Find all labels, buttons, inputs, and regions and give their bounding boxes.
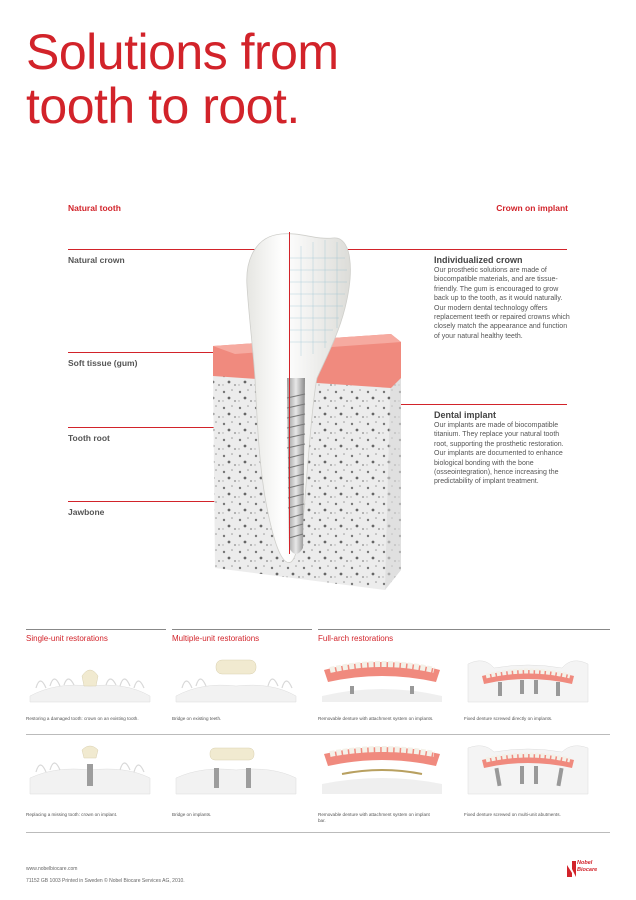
crown-on-tooth-image xyxy=(26,652,154,704)
full-arch-section-rule xyxy=(318,629,610,630)
title-line-2: tooth to root. xyxy=(26,78,300,134)
tooth-implant-illustration xyxy=(205,228,405,594)
single-section-rule xyxy=(26,629,166,630)
natural-tooth-header: Natural tooth xyxy=(68,203,121,213)
fixed-denture-multi-unit-image xyxy=(464,744,592,796)
caption-full-arch-4: Fixed denture screwed on multi-unit abutments. xyxy=(464,812,561,817)
footer-url: www.nobelbiocare.com xyxy=(26,866,78,872)
crown-on-implant-image xyxy=(26,744,154,796)
caption-full-arch-3: Removable denture with attachment system on implant bar. xyxy=(318,812,430,823)
row-divider xyxy=(26,734,610,735)
split-line xyxy=(289,232,290,554)
bridge-on-implants-image xyxy=(172,744,300,796)
logo-text-line2: Biocare xyxy=(577,867,598,873)
single-unit-title: Single-unit restorations xyxy=(26,634,108,643)
title-line-1: Solutions from xyxy=(26,24,339,80)
soft-tissue-label: Soft tissue (gum) xyxy=(68,358,138,368)
individualized-crown-text: Our prosthetic solutions are made of biocompatible materials, and are tissue-friendly. The gum is encouraged to grow back up to the tooth, as it would naturally. Our modern dental technology offers replacement teeth or repaired crowns which closely match the appearance and function of your natural healthy teeth. xyxy=(434,267,570,340)
logo-text-line1: Nobel xyxy=(577,860,593,866)
caption-multiple-1: Bridge on existing teeth. xyxy=(172,716,222,721)
caption-multiple-2: Bridge on implants. xyxy=(172,812,212,817)
removable-denture-bar-image xyxy=(318,744,446,796)
dental-implant-text: Our implants are made of biocompatible titanium. They replace your natural tooth root, supporting the prosthetic restoration. Our implants are documented to enhance biological bonding with the bone (osseointegration), hence increasing the predictability of implant treatment. xyxy=(434,422,564,486)
tooth-root-label: Tooth root xyxy=(68,433,110,443)
full-arch-title: Full-arch restorations xyxy=(318,634,394,643)
jawbone-label: Jawbone xyxy=(68,507,105,517)
dental-implant-title: Dental implant xyxy=(434,410,497,420)
caption-full-arch-2: Fixed denture screwed directly on implants. xyxy=(464,716,553,721)
caption-single-2: Replacing a missing tooth: crown on implant. xyxy=(26,812,118,817)
fixed-denture-implants-image xyxy=(464,652,592,704)
bottom-divider xyxy=(26,832,610,833)
multiple-unit-title: Multiple-unit restorations xyxy=(172,634,260,643)
caption-full-arch-1: Removable denture with attachment system on implants. xyxy=(318,716,434,721)
multiple-section-rule xyxy=(172,629,312,630)
crown-on-implant-header: Crown on implant xyxy=(496,203,568,213)
individualized-crown-title: Individualized crown xyxy=(434,255,523,265)
natural-crown-label: Natural crown xyxy=(68,255,125,265)
caption-single-1: Restoring a damaged tooth: crown on an existing tooth. xyxy=(26,716,139,721)
bridge-on-teeth-image xyxy=(172,652,300,704)
removable-denture-attachment-image xyxy=(318,652,446,704)
footer-imprint: 71152 GB 1003 Printed in Sweden © Nobel Biocare Services AG, 2010. xyxy=(26,878,185,884)
soft-tissue-leader xyxy=(68,352,228,353)
